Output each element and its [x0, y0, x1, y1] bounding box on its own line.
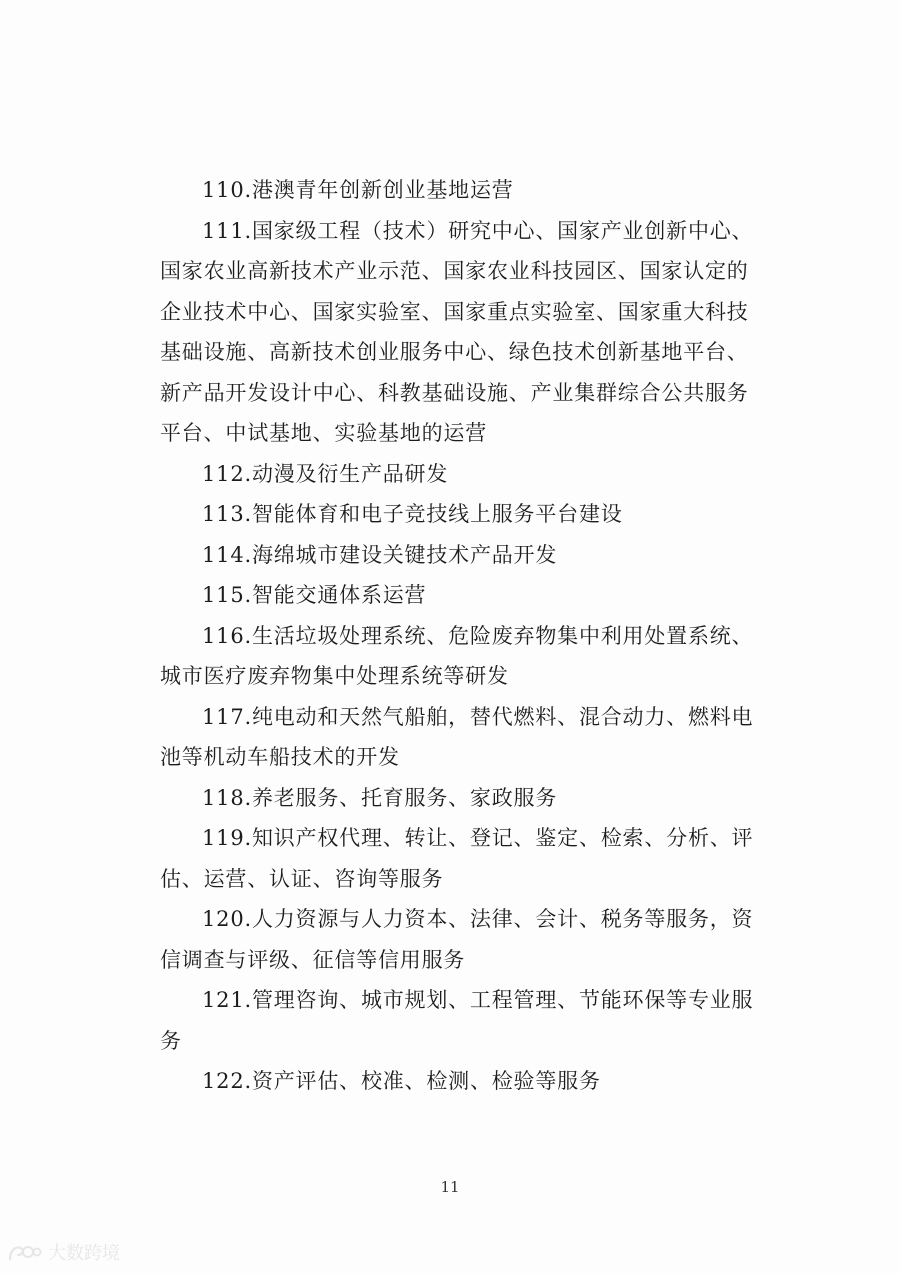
list-item: 114.海绵城市建设关键技术产品开发	[202, 542, 558, 567]
logo-icon	[6, 1241, 42, 1263]
list-item: 116.生活垃圾处理系统、危险废弃物集中利用处置系统、城市医疗废弃物集中处理系统等研发	[160, 623, 754, 688]
watermark-text: 大数跨境	[48, 1243, 120, 1264]
list-item: 110.港澳青年创新创业基地运营	[202, 178, 514, 202]
list-item: 115.智能交通体系运营	[202, 583, 427, 607]
list-item: 117.纯电动和天然气船舶，替代燃料、混合动力、燃料电池等机动车船技术的开发	[160, 704, 754, 769]
list-item: 120.人力资源与人力资本、法律、会计、税务等服务，资信调查与评级、征信等信用服务	[160, 907, 754, 972]
list-item: 113.智能体育和电子竞技线上服务平台建设	[202, 502, 623, 526]
list-item: 119.知识产权代理、转让、登记、鉴定、检索、分析、评估、运营、认证、咨询等服务	[160, 826, 754, 891]
list-item: 118.养老服务、托育服务、家政服务	[202, 785, 558, 810]
list-item: 111.国家级工程（技术）研究中心、国家产业创新中心、国家农业高新技术产业示范、国家农业科技园区、国家认定的企业技术中心、国家实验室、国家重点实验室、国家重大科技基础设施、高新技术创业服务中心、绿色技术创新基地平台、新产品开发设计中心、科教基础设施、产业集群综合公共服务平台、中试基地、实验基地的运营	[160, 218, 754, 445]
list-item: 112.动漫及衍生产品研发	[202, 461, 449, 486]
list-item: 121.管理咨询、城市规划、工程管理、节能环保等专业服务	[160, 988, 754, 1053]
document-body	[160, 170, 760, 1102]
page-number: 11	[440, 1178, 460, 1196]
list-item: 122.资产评估、校准、检测、检验等服务	[202, 1069, 601, 1093]
watermark	[6, 1238, 120, 1266]
